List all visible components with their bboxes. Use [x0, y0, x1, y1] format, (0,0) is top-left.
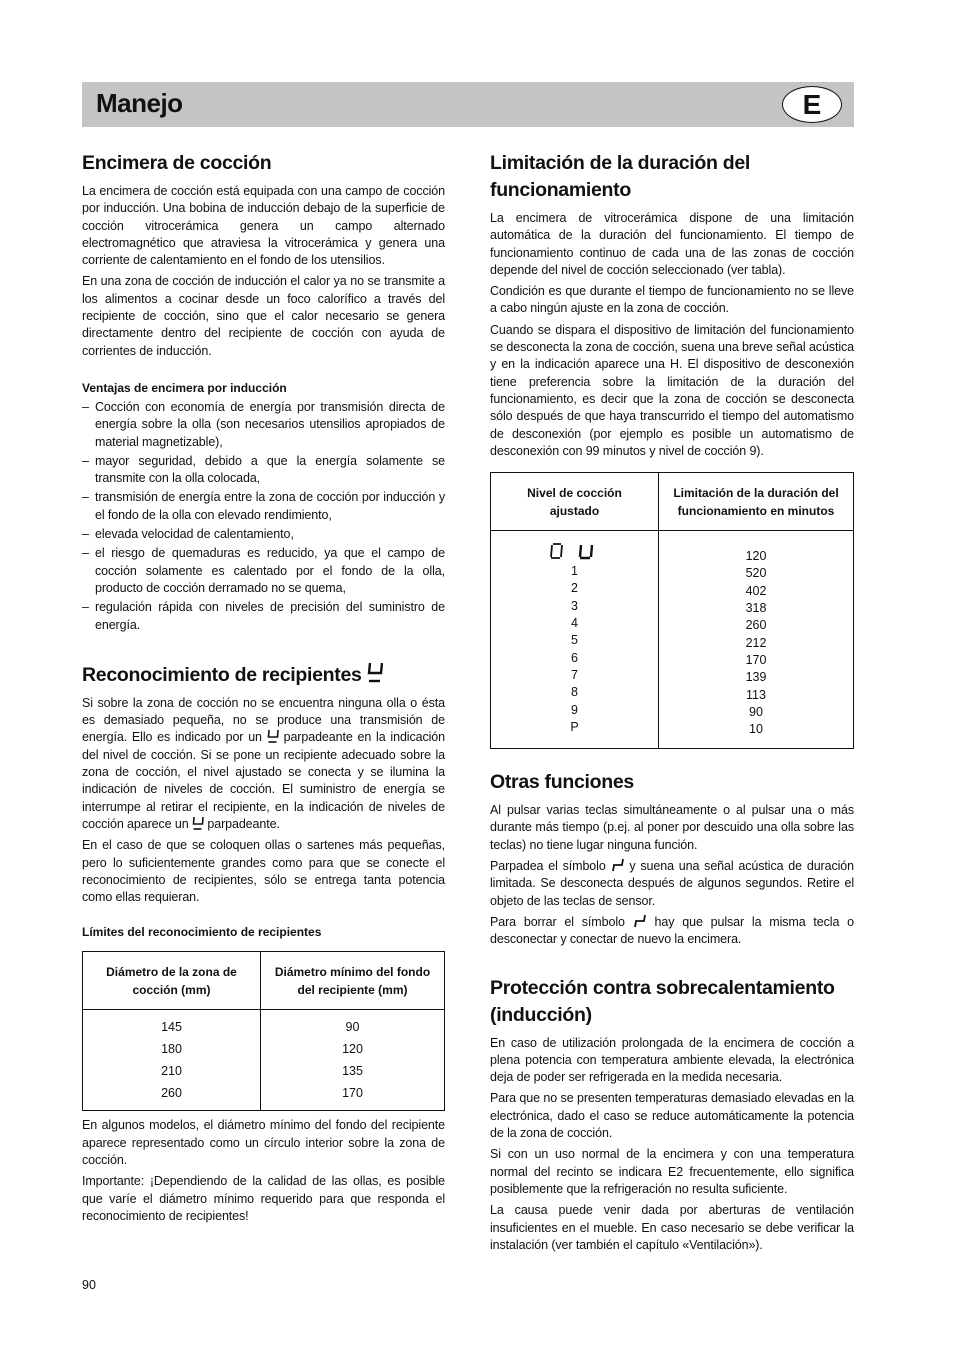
text-run: hay que pulsar la misma tecla o desconectar y conectar de nuevo la encimera. [490, 914, 855, 947]
table-value: 180 [161, 1042, 182, 1057]
advantages-list [82, 399, 445, 634]
subtitle-limits: Límites del reconocimiento de recipientes [82, 925, 322, 940]
table-cell [261, 1010, 445, 1111]
table-header: Diámetro mínimo del fondo del recipiente (mm) [261, 952, 445, 1010]
pan-size-table [82, 951, 445, 1111]
text-run: Para borrar el símbolo [490, 914, 625, 929]
left-column [82, 150, 445, 1229]
list-item: – elevada velocidad de calentamiento, [82, 526, 445, 543]
paragraph [82, 695, 445, 833]
section-title-other-functions: Otras funciones [490, 771, 634, 794]
table-value: 7 [571, 667, 578, 682]
paragraph [490, 914, 854, 949]
paragraph: Al pulsar varias teclas simultáneamente o al pulsar una o más durante más tiempo (p.ej. al poner por descuido una olla sobre las teclas) no tiene lugar ninguna función. [490, 803, 854, 852]
paragraph: En caso de utilización prolongada de la encimera de cocción a plena potencia con temperatura ambiente elevada, la electrónica deja de poder ser refrigerada en la medida necesaria. [490, 1035, 854, 1085]
table-value: 9 [571, 702, 578, 717]
paragraph [490, 858, 854, 910]
paragraph: Para que no se presenten temperaturas demasiado elevadas en la electrónica, dado el caso se reduce automáticamente la potencia de la zona de cocción. [490, 1091, 854, 1141]
table-value: 210 [161, 1064, 182, 1079]
table-value: 3 [571, 598, 578, 613]
list-item: – regulación rápida con niveles de precisión del suministro de energía. [82, 599, 445, 634]
zero-level-display [491, 541, 658, 563]
language-badge: E [782, 86, 842, 123]
table-value: 5 [571, 633, 578, 648]
table-header: Nivel de cocción ajustado [491, 473, 659, 531]
table-cell [83, 1010, 261, 1111]
table-value: 170 [745, 652, 767, 667]
paragraph: En el caso de que se coloquen ollas o sartenes más pequeñas, pero lo suficientemente grandes como para que se conecte el reconocimiento de recipientes, sólo se entrega tanta potencia como ellas requieran. [82, 838, 445, 905]
page-number: 90 [82, 1278, 96, 1292]
safety-symbol-icon [633, 914, 647, 928]
header-banner [82, 82, 854, 127]
safety-symbol-icon [611, 858, 625, 872]
table-value: 170 [342, 1086, 363, 1101]
table-value: 8 [571, 685, 578, 700]
table-value: 318 [745, 601, 767, 616]
paragraph: Si con un uso normal de la encimera y con una temperatura normal del recinto se indicara E2 frecuentemente, ello significa posiblemente que la refrigeración no resulta suficiente. [490, 1147, 854, 1196]
text-run: Parpadea el símbolo [490, 859, 606, 874]
duration-table [490, 472, 854, 749]
table-cell [659, 531, 854, 749]
table-value: 135 [342, 1064, 363, 1079]
paragraph: Importante: ¡Dependiendo de la calidad de las ollas, es posible que varíe el diámetro mínimo requerido para que responda el reconocimiento de recipientes! [82, 1174, 445, 1223]
text-run: parpadeante en la indicación del nivel de cocción. Si se pone un recipiente adecuado sobre la zona de cocción, el nivel ajustado se conecta y se ilumina la indicación de niveles de cocción. El suministro de energía se interrumpe al retirar el recipiente, en la indicación de niveles de cocción aparece un [82, 730, 446, 831]
list-item: – mayor seguridad, debido a que la energía solamente se transmite con la olla colocada, [82, 453, 445, 488]
table-value: 260 [745, 618, 767, 633]
list-item: – el riesgo de quemaduras es reducido, ya que el campo de cocción solamente es calentado por el fondo de la olla, producto de cocción derramado no se quema, [82, 545, 445, 597]
text-run: Si sobre la zona de cocción no se encuentra ninguna olla o ésta es demasiado pequeña, no se produce una transmisión de energía. Ello es indicado por un [82, 695, 445, 745]
section-title-duration-limit: Limitación de la duración del funcionamiento [490, 152, 751, 201]
pan-detection-icon [267, 729, 279, 743]
table-value: P [570, 719, 579, 734]
section-title-cooktop: Encimera de cocción [82, 152, 272, 174]
table-value: 1 [571, 564, 578, 579]
list-item: – transmisión de energía entre la zona de cocción por inducción y el fondo de la olla con elevado rendimiento, [82, 489, 445, 524]
table-value: 120 [342, 1042, 363, 1057]
table-value: 520 [745, 566, 767, 581]
paragraph: En algunos modelos, el diámetro mínimo del fondo del recipiente aparece representado como un círculo interior sobre la zona de cocción. [82, 1118, 445, 1167]
list-item: – Cocción con economía de energía por transmisión directa de energía sobre la olla (son necesarios utensilios apropiados de material magnetizable), [82, 399, 445, 451]
subtitle-advantages: Ventajas de encimera por inducción [82, 380, 287, 395]
table-value: 402 [745, 583, 767, 598]
table-value: 2 [571, 581, 578, 596]
right-column [490, 150, 854, 1258]
text-run: y suena una señal acústica de duración limitada. Se desconecta después de algunos segundos. Retire el objeto de las teclas de sensor. [490, 859, 854, 908]
text-run: parpadeante. [207, 816, 280, 831]
table-cell [491, 531, 659, 749]
table-value: 260 [161, 1086, 182, 1101]
table-value: 4 [571, 616, 578, 631]
table-value: 6 [571, 650, 578, 665]
table-value: 120 [745, 549, 767, 564]
table-value: 113 [746, 687, 766, 702]
table-value: 90 [345, 1020, 360, 1035]
paragraph: La causa puede venir dada por aberturas de ventilación insuficientes en el mueble. En caso necesario se debe verificar la instalación (ver también el capítulo «Ventilación»). [490, 1203, 854, 1252]
page-title: Manejo [96, 88, 183, 118]
paragraph: La encimera de cocción está equipada con una campo de cocción por inducción. Una bobina de inducción debajo de la superficie de cocción vitrocerámica genera un campo alternado electromagnético que atraviesa la vitrocerámica y genera una corriente de calentamiento en el fondo de los utensilios. [82, 184, 445, 268]
segment-digits-icon [547, 541, 603, 561]
paragraph: Condición es que durante el tiempo de funcionamiento no se lleve a cabo ningún ajuste en la zona de cocción. [490, 284, 854, 316]
paragraph: Cuando se dispara el dispositivo de limitación del funcionamiento se desconecta la zona de cocción, suena una breve señal acústica y en la indicación aparece una H. El dispositivo de desconexión tiene preferencia sobre la limitación de la duración del funcionamiento, es decir que la zona de cocción se desconecta sólo después de que haya transcurrido el tiempo del automatismo de desconexión (por ejemplo es posible un automatismo de desconexión con 99 minutos y nivel de cocción 9). [490, 322, 854, 458]
paragraph: La encimera de vitrocerámica dispone de una limitación automática de la duración del funcionamiento. El tiempo de funcionamiento continuo de cada una de las zonas de cocción depende del nivel de cocción seleccionado (ver tabla). [490, 211, 854, 277]
table-header: Diámetro de la zona de cocción (mm) [83, 952, 261, 1010]
paragraph: En una zona de cocción de inducción el calor ya no se transmite a los alimentos a cocinar desde un foco calorífico a través del recipiente de cocción, sino que el calor necesario se genera directamente dentro del recipiente de cocción con ayuda de corrientes de inducción. [82, 274, 445, 358]
section-title-pan-detection [82, 662, 445, 689]
table-value: 212 [745, 635, 767, 650]
pan-detection-icon [367, 662, 383, 684]
table-value: 139 [745, 670, 767, 685]
pan-detection-icon [192, 816, 204, 830]
table-header: Limitación de la duración del funcionamiento en minutos [659, 473, 854, 531]
section-title-text: Reconocimiento de recipientes [82, 663, 362, 686]
table-value: 145 [161, 1020, 182, 1035]
section-title-overheat-protection: Protección contra sobrecalentamiento (inducción) [490, 976, 835, 1026]
table-value: 90 [749, 704, 763, 719]
table-value: 10 [749, 722, 763, 737]
